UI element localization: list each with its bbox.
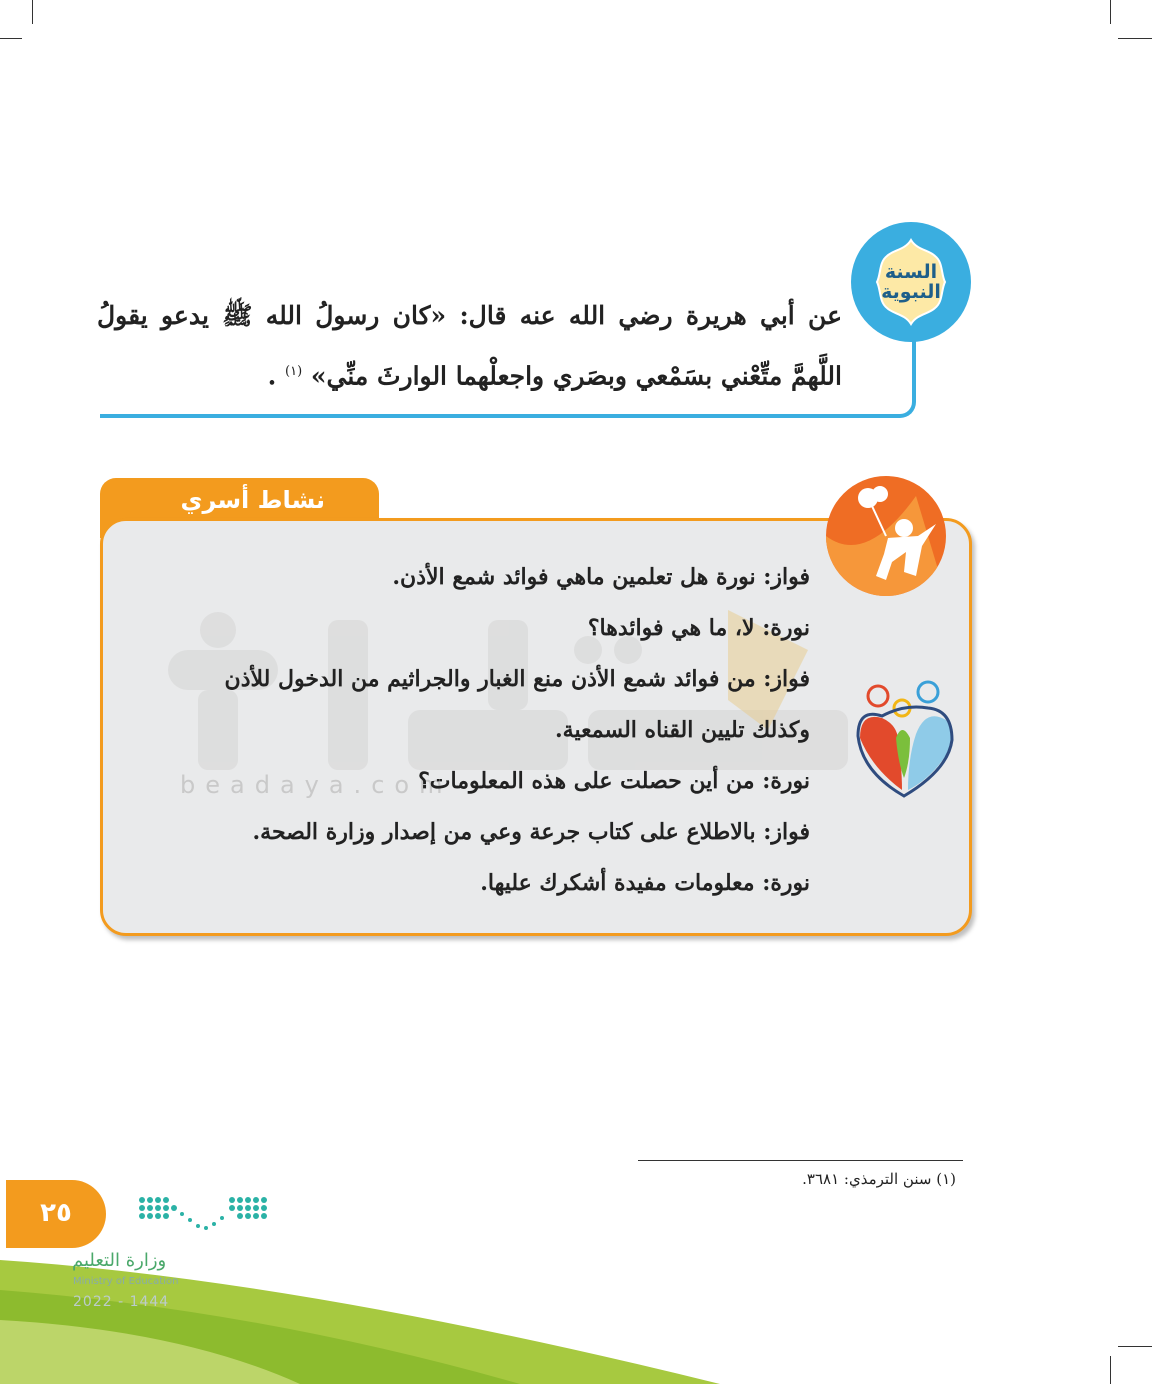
crop-mark — [1118, 38, 1152, 39]
dialogue-line: نورة: معلومات مفيدة أشكرك عليها. — [480, 870, 810, 896]
activity-title: نشاط أسري — [180, 486, 325, 514]
crop-mark — [0, 38, 22, 39]
sunnah-badge-line2: النبوية — [881, 281, 941, 303]
hadith-footnote-ref: (١) — [285, 364, 303, 379]
sunnah-badge-line1: السنة — [884, 261, 938, 283]
dialogue-line: فواز: بالاطلاع على كتاب جرعة وعي من إصدار وزارة الصحة. — [252, 819, 810, 845]
dialogue-line: فواز: نورة هل تعلمين ماهي فوائد شمع الأذن. — [392, 564, 810, 590]
page-number: ٢٥ — [40, 1198, 72, 1228]
sunnah-badge-icon — [851, 222, 971, 342]
ministry-name-en: Ministry of Education — [73, 1276, 179, 1287]
dialogue-line: فواز: من فوائد شمع الأذن منع الغبار والجراثيم من الدخول للأذن — [224, 666, 810, 692]
hadith-text — [97, 288, 842, 404]
watermark-text: beadaya.com — [180, 771, 453, 799]
hadith-end-dot: . — [267, 361, 277, 391]
dialogue-line: نورة: من أين حصلت على هذه المعلومات؟ — [418, 768, 810, 794]
dialogue — [110, 552, 810, 909]
crop-mark — [32, 0, 33, 24]
activity-balloon-child-icon — [826, 476, 946, 596]
footnote: (١) سنن الترمذي: ٣٦٨١. — [802, 1170, 956, 1188]
family-heart-icon — [852, 678, 956, 798]
crop-mark — [1118, 1346, 1152, 1347]
crop-mark — [1110, 1356, 1111, 1384]
crop-mark — [1110, 0, 1111, 24]
moe-dots-logo — [136, 1194, 268, 1238]
ministry-name-ar: وزارة التعليم — [72, 1250, 167, 1271]
edition-year: 2022 - 1444 — [73, 1294, 170, 1310]
dialogue-line: نورة: لا، ما هي فوائدها؟ — [587, 615, 810, 641]
dialogue-line: وكذلك تليين القناه السمعية. — [555, 717, 810, 743]
hadith-body: عن أبي هريرة رضي الله عنه قال: «كان رسولُ الله ﷺ يدعو يقولُ اللَّهمَّ متِّعْني بسَمْعي وبصَري واجعلْهما الوارثَ منِّي» — [97, 301, 842, 391]
footnote-divider — [638, 1160, 963, 1161]
